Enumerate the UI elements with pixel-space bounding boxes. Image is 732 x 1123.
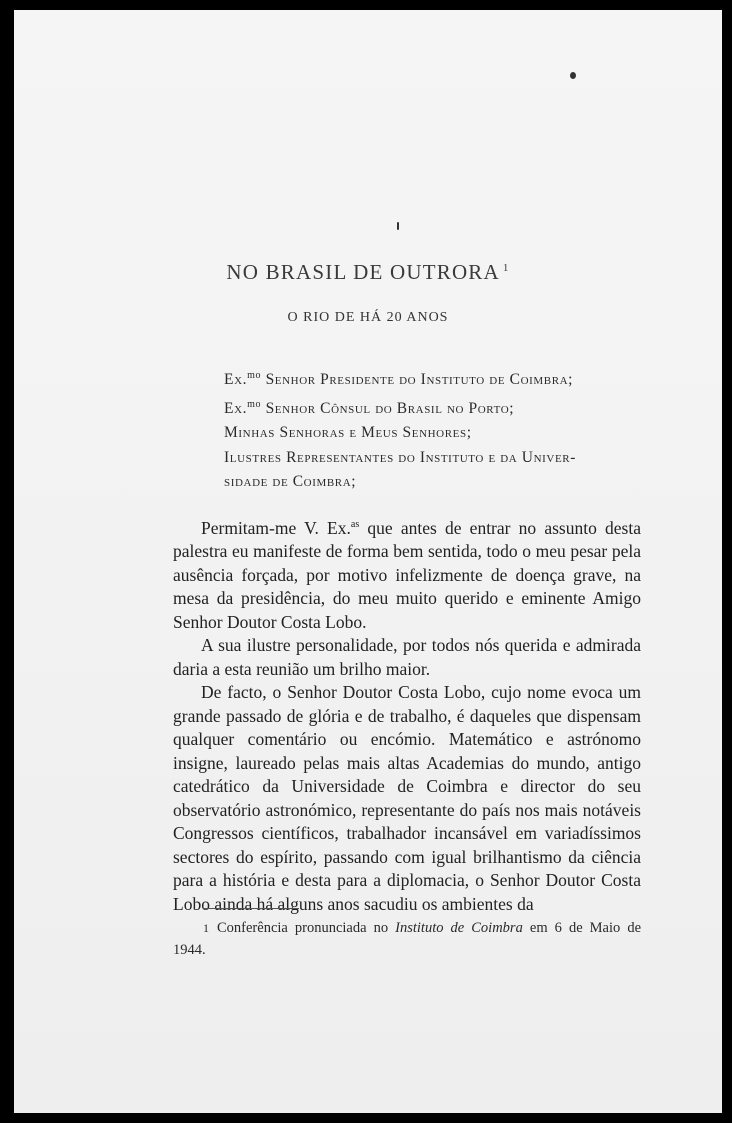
salutations-block (224, 364, 674, 495)
footnote: 1 Conferência pronunciada no Instituto de Coimbra em 6 de Maio de 1944. (173, 920, 642, 958)
salutation-line: sidade de Coimbra; (224, 473, 357, 491)
document-page (14, 10, 722, 1113)
title-text: NO BRASIL DE OUTRORA (226, 260, 500, 284)
salutation-line: Ilustres Representantes do Instituto e da Univer- (224, 448, 576, 466)
footnote-mark: 1 (203, 921, 209, 935)
paragraph: De facto, o Senhor Doutor Costa Lobo, cujo nome evoca um grande passado de glória e de trabalho, é daqueles que dispensam qualquer comentário ou encómio. Matemático e astrónomo insigne, laureado pelas mais altas Academias do mundo, antigo catedrático da Universidade de Coimbra e director do seu observatório astronómico, representante do país nos mais notáveis Congressos científicos, trabalhador incansável em variadíssimos sectores do espírito, passando com igual brilhantismo da ciência para a história e desta para a diplomacia, o Senhor Doutor Costa Lobo ainda há alguns anos sacudiu os ambientes da (173, 682, 641, 914)
ink-speck (570, 72, 576, 79)
paragraph: A sua ilustre personalidade, por todos nós querida e admirada daria a esta reunião um brilho maior. (173, 635, 641, 679)
title-footnote-mark: 1 (502, 262, 510, 274)
paragraph: Permitam-me V. Ex.$^{as}$ que antes de entrar no assunto desta palestra eu manifeste de forma bem sentida, todo o meu pesar pela ausência forçada, por motivo infelizmente de doença grave, na mesa da presidência, do meu muito querido e eminente Amigo Senhor Doutor Costa Lobo. (173, 517, 641, 632)
salutation-line: Ex.$^{mo}$ Senhor Presidente do Instituto de Coimbra; (224, 370, 574, 389)
ink-speck (397, 222, 399, 230)
footnote-divider (203, 908, 299, 909)
salutation-line: Ex.$^{mo}$ Senhor Cônsul do Brasil no Porto; (224, 398, 515, 417)
page-subtitle: O RIO DE HÁ 20 ANOS (287, 310, 449, 325)
page-title (14, 260, 722, 285)
body-text (173, 513, 641, 916)
footnote-italic: Instituto de Coimbra (395, 920, 523, 936)
salutation-line: Minhas Senhoras e Meus Senhores; (224, 424, 472, 442)
